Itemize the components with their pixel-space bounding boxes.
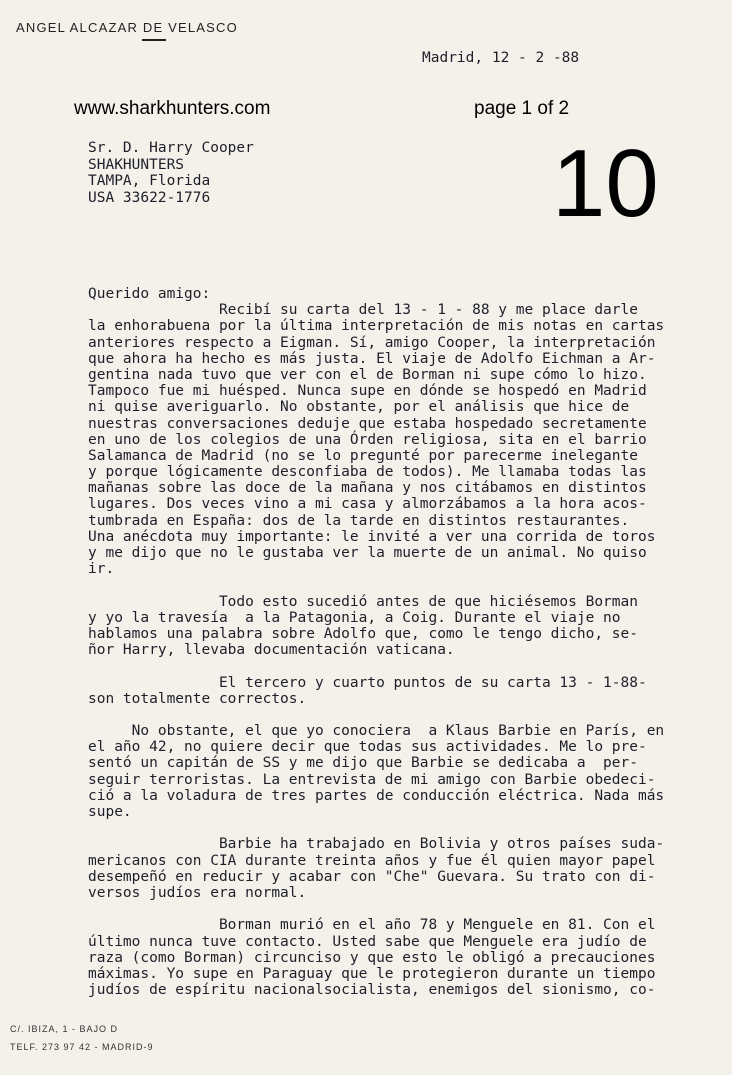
body-line: máximas. Yo supe en Paraguay que le protegieron durante un tiempo bbox=[88, 965, 656, 982]
body-line: Recibí su carta del 13 - 1 - 88 y me place darle bbox=[88, 302, 638, 319]
body-line: raza (como Borman) circunciso y que esto le obligó a precauciones bbox=[88, 949, 656, 966]
page-indicator: page 1 of 2 bbox=[474, 98, 570, 119]
body-line: ir. bbox=[88, 561, 115, 578]
body-line: anteriores respecto a Eigman. Sí, amigo Cooper, la interpretación bbox=[88, 334, 656, 351]
body-line: y yo la travesía a la Patagonia, a Coig. Durante el viaje no bbox=[88, 609, 621, 626]
body-line: Salamanca de Madrid (no se lo pregunté por parecerme inelegante bbox=[88, 447, 638, 464]
body-line: la enhorabuena por la última interpretación de mis notas en cartas bbox=[88, 318, 665, 335]
recipient-line: Sr. D. Harry Cooper bbox=[88, 140, 254, 156]
body-line: El tercero y cuarto puntos de su carta 13 - 1-88- bbox=[88, 674, 647, 691]
body-line: en uno de los colegios de una Órden religiosa, sita en el barrio bbox=[88, 431, 647, 448]
body-line: seguir terroristas. La entrevista de mi amigo con Barbie obedeci- bbox=[88, 771, 656, 788]
body-line: mericanos con CIA durante treinta años y fue él quien mayor papel bbox=[88, 852, 656, 869]
body-line: hablamos una palabra sobre Adolfo que, como le tengo dicho, se- bbox=[88, 625, 638, 642]
recipient-address bbox=[88, 140, 254, 206]
footer-phone: TELF. 273 97 42 - MADRID-9 bbox=[10, 1042, 154, 1052]
letterhead-name: ANGEL ALCAZAR DE VELASCO bbox=[16, 20, 238, 35]
body-line: ñor Harry, llevaba documentación vaticana. bbox=[88, 642, 455, 659]
body-line: sentó un capitán de SS y me dijo que Barbie se dedicaba a per- bbox=[88, 755, 638, 772]
body-line: ni quise averiguarlo. No obstante, por el análisis que hice de bbox=[88, 399, 630, 416]
body-line: Borman murió en el año 78 y Menguele en 81. Con el bbox=[88, 917, 656, 934]
body-line: y porque lógicamente desconfiaba de todos). Me llamaba todas las bbox=[88, 464, 647, 481]
body-line: gentina nada tuvo que ver con el de Borman ni supe cómo lo hizo. bbox=[88, 366, 647, 383]
letter-body bbox=[88, 286, 718, 998]
footer-address: C/. IBIZA, 1 - BAJO D bbox=[10, 1024, 119, 1034]
recipient-line: TAMPA, Florida bbox=[88, 173, 211, 189]
body-line: que ahora ha hecho es más justa. El viaje de Adolfo Eichman a Ar- bbox=[88, 350, 656, 367]
body-line: nuestras conversaciones deduje que estaba hospedado secretamente bbox=[88, 415, 647, 432]
body-line: Tampoco fue mi huésped. Nunca supe en dónde se hospedó en Madrid bbox=[88, 383, 647, 400]
paragraph-gap bbox=[88, 820, 718, 836]
body-line: desempeñó en reducir y acabar con "Che" Guevara. Su trato con di- bbox=[88, 868, 656, 885]
body-line: son totalmente correctos. bbox=[88, 690, 307, 707]
document-number: 10 bbox=[552, 130, 659, 237]
body-line: y me dijo que no le gustaba ver la muerte de un animal. No quiso bbox=[88, 545, 647, 561]
body-line: Todo esto sucedió antes de que hiciésemos Borman bbox=[88, 593, 638, 610]
recipient-line: USA 33622-1776 bbox=[88, 189, 211, 206]
body-line: tumbrada en España: dos de la tarde en distintos restaurantes. bbox=[88, 512, 630, 529]
letterhead-rule bbox=[142, 39, 166, 41]
body-line: Barbie ha trabajado en Bolivia y otros países suda- bbox=[88, 836, 665, 853]
paragraph-gap bbox=[88, 577, 718, 593]
website-watermark: www.sharkhunters.com bbox=[74, 98, 271, 119]
body-line: último nunca tuve contacto. Usted sabe que Menguele era judío de bbox=[88, 933, 647, 950]
body-line: el año 42, no quiere decir que todas sus actividades. Me lo pre- bbox=[88, 739, 647, 756]
recipient-line: SHAKHUNTERS bbox=[88, 156, 185, 173]
paragraph-gap bbox=[88, 707, 718, 723]
body-line: supe. bbox=[88, 804, 132, 820]
body-line: lugares. Dos veces vino a mi casa y almorzábamos a la hora acos- bbox=[88, 496, 647, 513]
body-line: mañanas sobre las doce de la mañana y nos citábamos en distintos bbox=[88, 480, 647, 497]
paragraph-gap bbox=[88, 658, 718, 674]
body-line: ció a la voladura de tres partes de conducción eléctrica. Nada más bbox=[88, 787, 665, 804]
body-line: Querido amigo: bbox=[88, 286, 211, 302]
body-line: Una anécdota muy importante: le invité a ver una corrida de toros bbox=[88, 528, 656, 545]
body-line: versos judíos era normal. bbox=[88, 884, 307, 901]
body-line: No obstante, el que yo conociera a Klaus Barbie en París, en bbox=[88, 723, 665, 740]
letter-date: Madrid, 12 - 2 -88 bbox=[422, 50, 580, 66]
paragraph-gap bbox=[88, 901, 718, 917]
body-line: judíos de espíritu nacionalsocialista, enemigos del sionismo, co- bbox=[88, 982, 656, 999]
